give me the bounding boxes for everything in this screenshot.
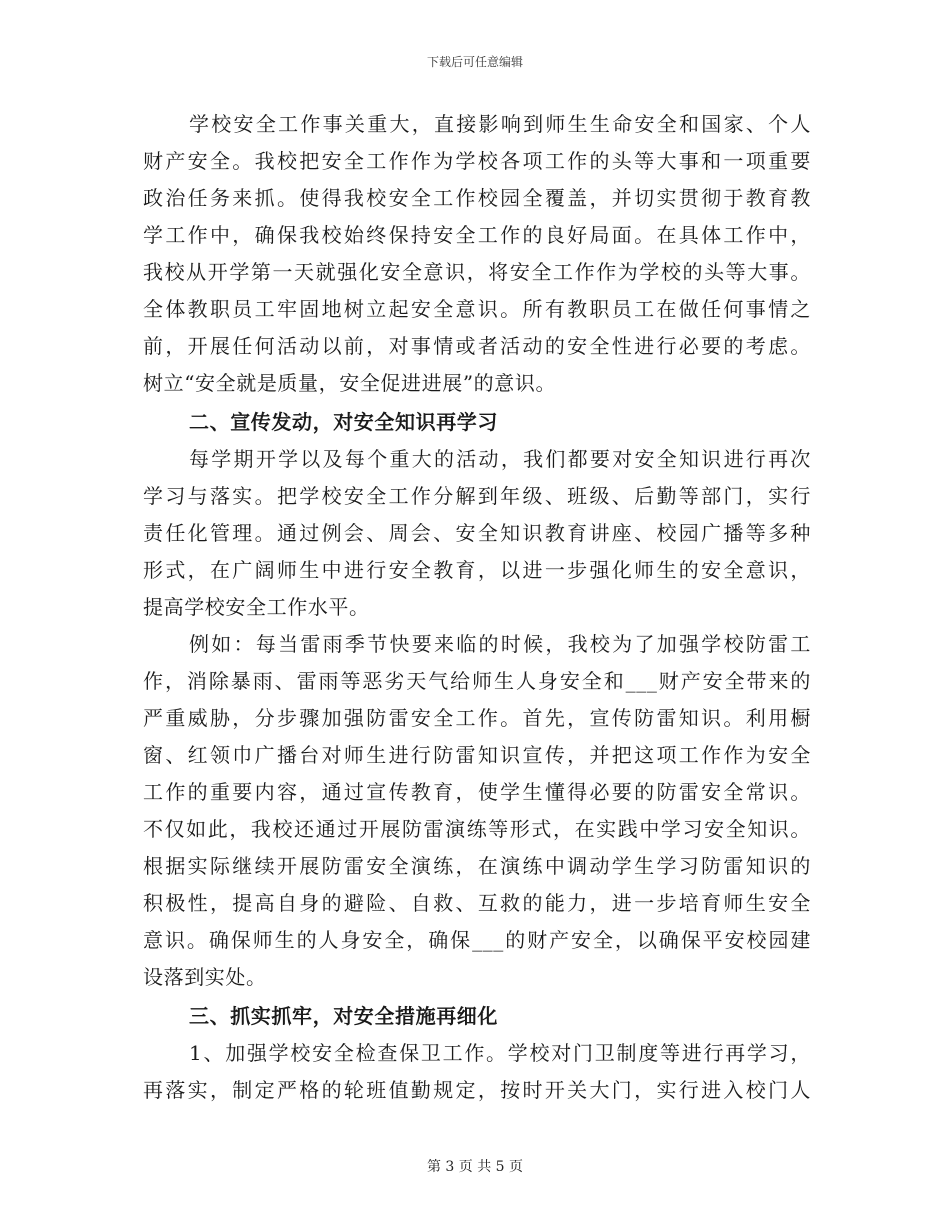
paragraph-line: 树立“安全就是质量，安全促进进展”的意识。 [143,371,557,395]
paragraph-line: 工作的重要内容，通过宣传教育，使学生懂得必要的防雷安全常识。 [143,780,811,804]
paragraph-line: 财产安全。我校把安全工作作为学校各项工作的头等大事和一项重要 [143,149,811,173]
paragraph-line: 1、加强学校安全检查保卫工作。学校对门卫制度等进行再学习， [189,1041,811,1065]
section-heading: 二、宣传发动，对安全知识再学习 [189,410,498,434]
paragraph-line: 前，开展任何活动以前，对事情或者活动的安全性进行必要的考虑。 [143,334,811,358]
page-footer: 第 3 页 共 5 页 [426,1159,524,1175]
document-body [143,106,811,1109]
paragraph-line: 我校从开学第一天就强化安全意识，将安全工作作为学校的头等大事。 [143,260,811,284]
paragraph-line: 窗、红领巾广播台对师生进行防雷知识宣传，并把这项工作作为安全 [143,743,811,767]
paragraph-line: 作，消除暴雨、雷雨等恶劣天气给师生人身安全和___财产安全带来的 [143,669,811,693]
paragraph-line: 学工作中，确保我校始终保持安全工作的良好局面。在具体工作中， [143,223,811,247]
paragraph-line: 政治任务来抓。使得我校安全工作校园全覆盖，并切实贯彻于教育教 [143,186,811,210]
paragraph-line: 全体教职员工牢固地树立起安全意识。所有教职员工在做任何事情之 [143,297,811,321]
section-heading: 三、抓实抓牢，对安全措施再细化 [189,1004,498,1028]
paragraph-line: 每学期开学以及每个重大的活动，我们都要对安全知识进行再次 [189,447,811,471]
paragraph-line: 不仅如此，我校还通过开展防雷演练等形式，在实践中学习安全知识。 [143,817,811,841]
page-header: 下载后可任意编辑 [426,55,523,69]
paragraph-line: 根据实际继续开展防雷安全演练，在演练中调动学生学习防雷知识的 [143,854,811,878]
paragraph-line: 学校安全工作事关重大，直接影响到师生生命安全和国家、个人 [189,112,811,136]
paragraph-line: 提高学校安全工作水平。 [143,595,370,619]
paragraph-line: 再落实，制定严格的轮班值勤规定，按时开关大门，实行进入校门人 [143,1078,811,1102]
paragraph-line: 积极性，提高自身的避险、自救、互救的能力，进一步培育师生安全 [143,891,811,915]
paragraph-line: 设落到实处。 [143,965,267,989]
paragraph-line: 例如：每当雷雨季节快要来临的时候，我校为了加强学校防雷工 [189,632,811,656]
paragraph-line: 学习与落实。把学校安全工作分解到年级、班级、后勤等部门，实行 [143,484,811,508]
paragraph-line: 意识。确保师生的人身安全，确保___的财产安全，以确保平安校园建 [143,928,811,952]
paragraph-line: 形式，在广阔师生中进行安全教育，以进一步强化师生的安全意识， [143,558,811,582]
paragraph-line: 责任化管理。通过例会、周会、安全知识教育讲座、校园广播等多种 [143,521,811,545]
paragraph-line: 严重威胁，分步骤加强防雷安全工作。首先，宣传防雷知识。利用橱 [143,706,811,730]
